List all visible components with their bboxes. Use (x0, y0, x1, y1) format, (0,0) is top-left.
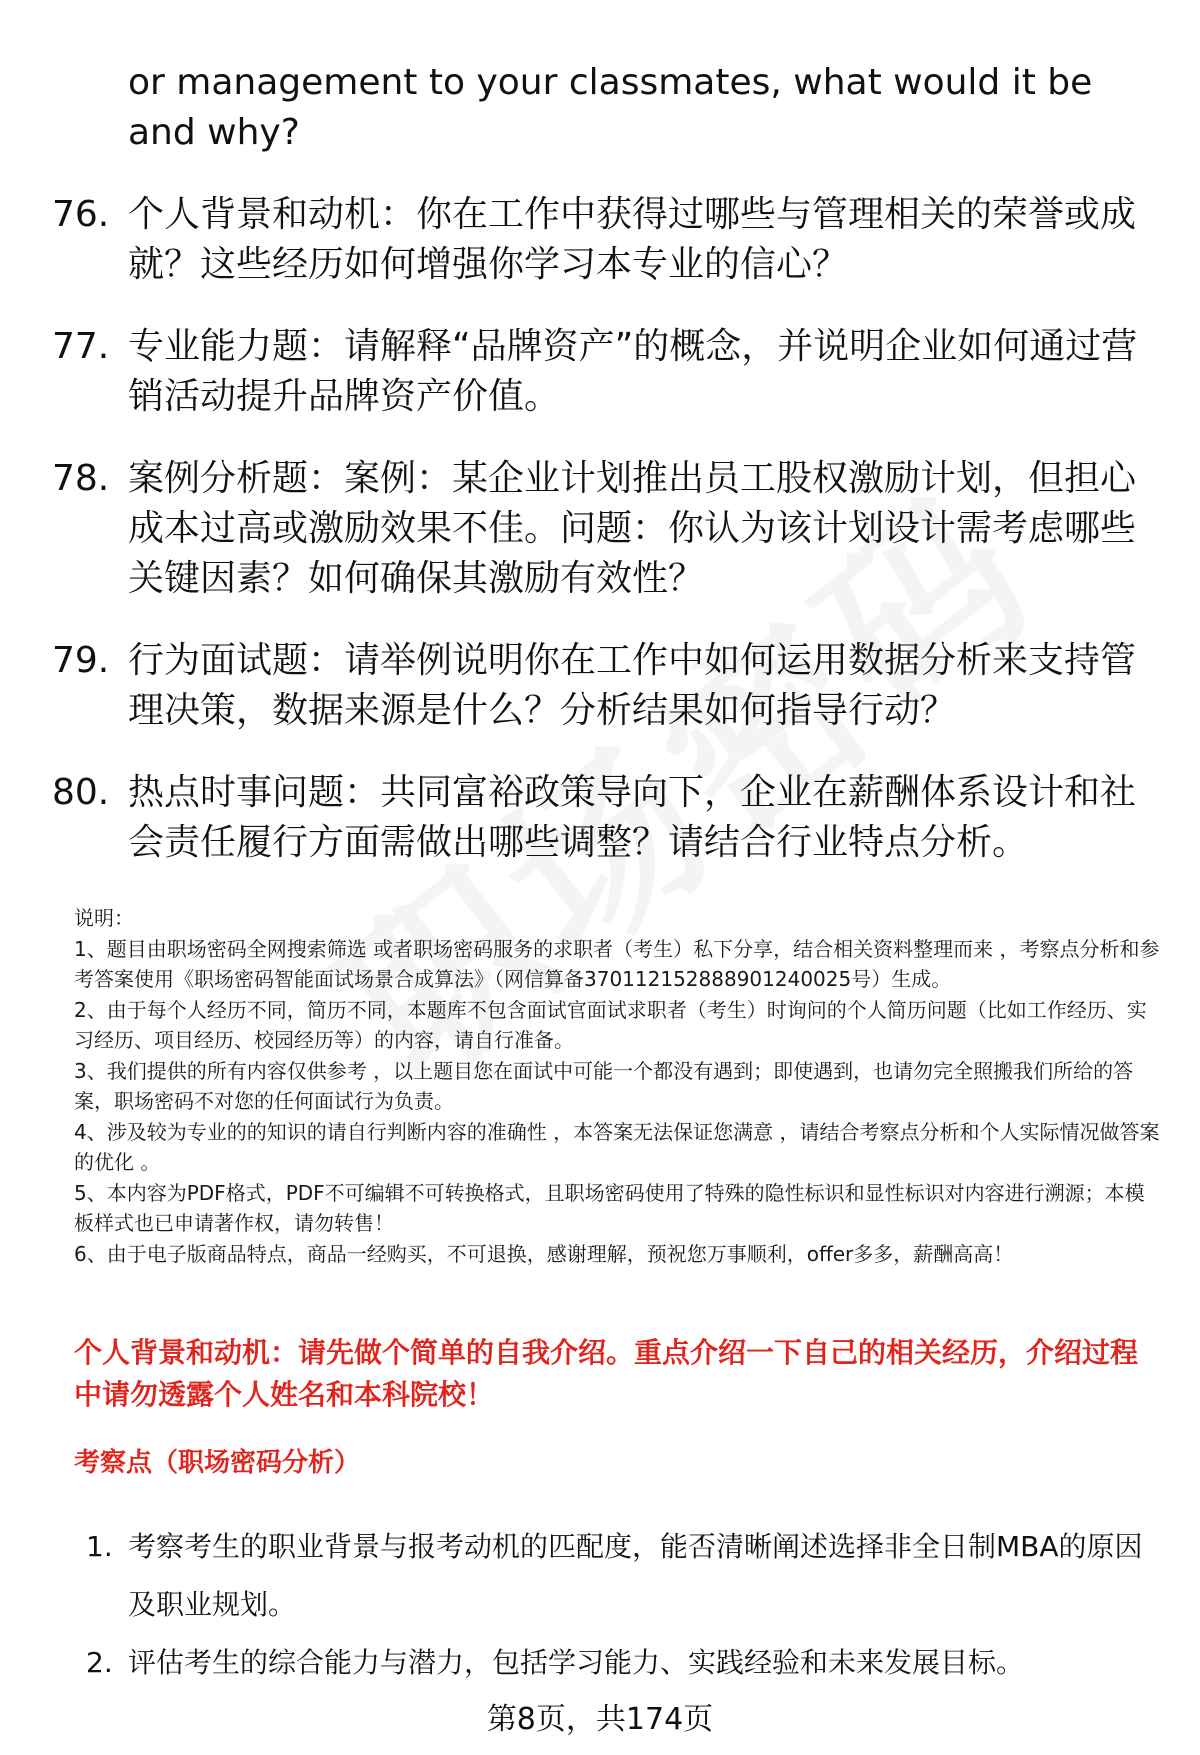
note-item: 3、我们提供的所有内容仅供参考 ，以上题目您在面试中可能一个都没有遇到；即使遇到，也请勿完全照搬我们所给的答案，职场密码不对您的任何面试行为负责。 (74, 1058, 1134, 1113)
question-number: 77. (52, 326, 110, 367)
note-item: 5、本内容为PDF格式，PDF不可编辑不可转换格式，且职场密码使用了特殊的隐性标识和显性标识对内容进行溯源；本模板样式也已申请著作权，请勿转售！ (74, 1180, 1145, 1235)
question-number: 76. (52, 194, 110, 235)
analysis-points (86, 1518, 1166, 1692)
question-item (52, 636, 1152, 736)
question-number: 78. (52, 458, 110, 499)
analysis-point (86, 1634, 1166, 1692)
note-item: 2、由于每个人经历不同，简历不同，本题库不包含面试官面试求职者（考生）时询问的个人简历问题（比如工作经历、实习经历、项目经历、校园经历等）的内容，请自行准备。 (74, 997, 1147, 1052)
question-text: 个人背景和动机：你在工作中获得过哪些与管理相关的荣誉或成就？这些经历如何增强你学习本专业的信心？ (128, 194, 1137, 285)
question-item (52, 322, 1152, 422)
question-continuation: or management to your classmates, what would it be and why? (128, 62, 1093, 153)
question-text: 热点时事问题：共同富裕政策导向下，企业在薪酬体系设计和社会责任履行方面需做出哪些调整？请结合行业特点分析。 (128, 772, 1137, 863)
point-text: 评估考生的综合能力与潜力，包括学习能力、实践经验和未来发展目标。 (128, 1646, 1025, 1679)
question-text: 专业能力题：请解释“品牌资产”的概念，并说明企业如何通过营销活动提升品牌资产价值。 (128, 326, 1138, 417)
analysis-subheading: 考察点（职场密码分析） (74, 1448, 361, 1478)
point-number: 2. (86, 1646, 113, 1679)
note-item: 4、涉及较为专业的的知识的请自行判断内容的准确性 ，本答案无法保证您满意 ，请结合考察点分析和个人实际情况做答案的优化 。 (74, 1119, 1160, 1174)
question-item (52, 190, 1152, 290)
point-number: 1. (86, 1530, 113, 1563)
notes-section (74, 903, 1164, 1269)
highlight-question: 个人背景和动机：请先做个简单的自我介绍。重点介绍一下自己的相关经历，介绍过程中请勿透露个人姓名和本科院校！ (74, 1336, 1139, 1411)
question-item (52, 768, 1152, 868)
analysis-point (86, 1518, 1166, 1634)
note-item: 6、由于电子版商品特点，商品一经购买，不可退换，感谢理解，预祝您万事顺利，offer多多，薪酬高高！ (74, 1241, 1014, 1266)
point-text: 考察考生的职业背景与报考动机的匹配度，能否清晰阐述选择非全日制MBA的原因及职业规划。 (128, 1530, 1143, 1621)
note-item: 1、题目由职场密码全网搜索筛选 或者职场密码服务的求职者（考生）私下分享，结合相关资料整理而来 ，考察点分析和参考答案使用《职场密码智能面试场景合成算法》（网信算备370112152888901240025号）生成。 (74, 936, 1160, 991)
question-item (52, 454, 1152, 604)
notes-title: 说明： (74, 906, 134, 930)
question-text: 行为面试题：请举例说明你在工作中如何运用数据分析来支持管理决策，数据来源是什么？分析结果如何指导行动？ (128, 640, 1137, 731)
question-text: 案例分析题：案例：某企业计划推出员工股权激励计划，但担心成本过高或激励效果不佳。问题：你认为该计划设计需考虑哪些关键因素？如何确保其激励有效性？ (128, 458, 1137, 599)
page-footer: 第8页，共174页 (486, 1702, 714, 1737)
question-number: 80. (52, 772, 110, 813)
question-number: 79. (52, 640, 110, 681)
question-list (52, 58, 1152, 900)
